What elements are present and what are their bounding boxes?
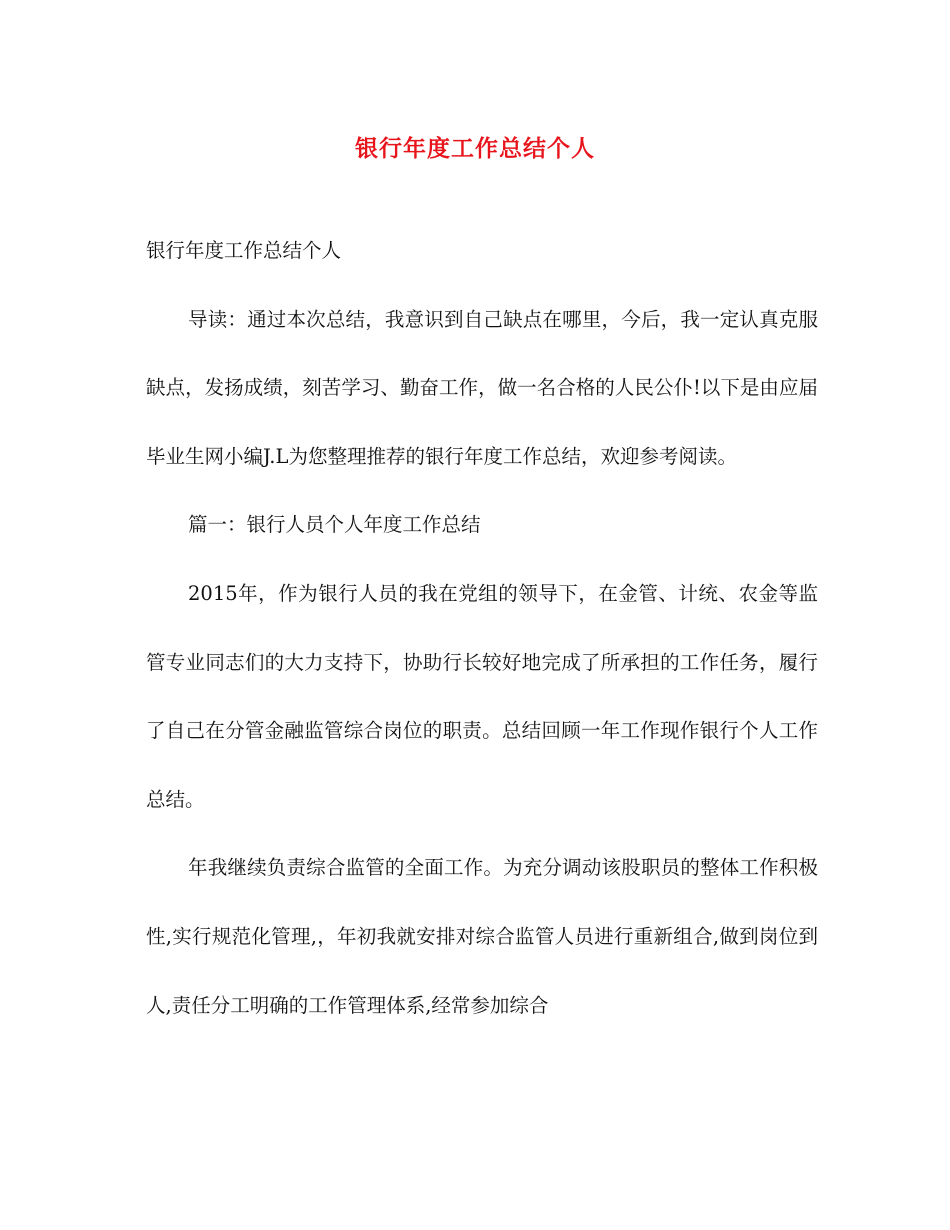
paragraph-heading: 银行年度工作总结个人: [146, 239, 342, 262]
document-title: 银行年度工作总结个人: [355, 135, 595, 162]
paragraph-body-1: 2015年，作为银行人员的我在党组的领导下，在金管、计统、农金等监管专业同志们的大力支持下，协助行长较好地完成了所承担的工作任务，履行了自己在分管金融监管综合岗位的职责。总结回顾一年工作现作银行个人工作总结。: [146, 581, 818, 811]
paragraph-body-2: 年我继续负责综合监管的全面工作。为充分调动该股职员的整体工作积极性,实行规范化管理,，年初我就安排对综合监管人员进行重新组合,做到岗位到人,责任分工明确的工作管理体系,经常参加综合: [146, 856, 818, 1017]
section-heading: 篇一：银行人员个人年度工作总结: [188, 513, 481, 537]
document-body: [146, 217, 818, 1040]
paragraph-intro: 导读：通过本次总结，我意识到自己缺点在哪里，今后，我一定认真克服缺点，发扬成绩，刻苦学习、勤奋工作，做一名合格的人民公仆!以下是由应届毕业生网小编J.L为您整理推荐的银行年度工作总结，欢迎参考阅读。: [146, 307, 818, 468]
